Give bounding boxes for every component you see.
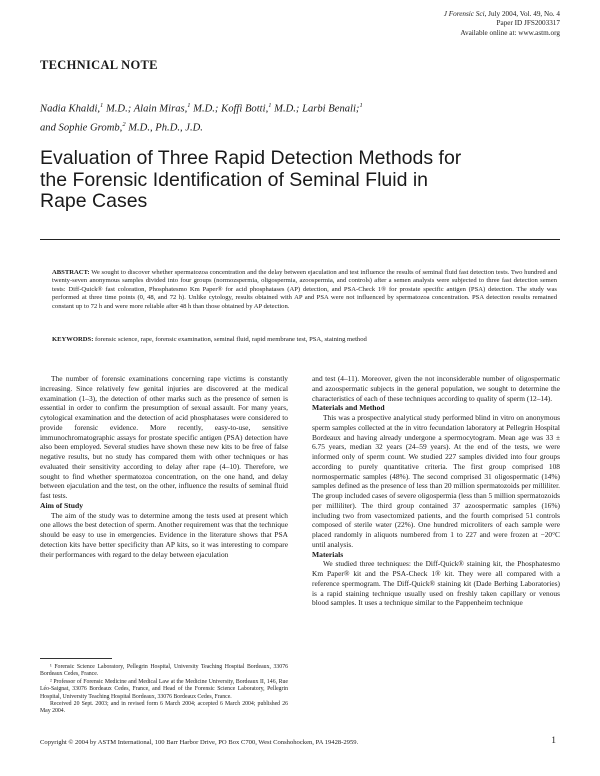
copyright: Copyright © 2004 by ASTM International, 100 Barr Harbor Drive, PO Box C700, West Conshohocken, PA 19428-2959. bbox=[40, 739, 359, 746]
intro-paragraph: The number of forensic examinations concerning rape victims is constantly increasing. Since relatively few genital injuries are discovered at the medical examination (1–3), the detection of other marks such as the presence of semen is essential in order to confirm the presumption of sexual assault. For many years, cytological examination and the detection of acid phosphatases were considered to provide forensic evidence. More recently, easy-to-use, sensitive immunochromatographic assays for prostate specific antigen (PSA) detection have also been employed. Several studies have shown these new kits to be free of false negative results, but no study has compared them with other techniques or has evaluated their sensitivity according to delay after rape (4–10). Therefore, we sought to find whether spermatozoa concentration, on the one hand, and delay between ejaculation and the test, on the other, influence the results of seminal fluid fast tests. bbox=[40, 374, 288, 500]
keywords bbox=[52, 336, 557, 344]
affiliation-mark: 2 bbox=[122, 120, 126, 128]
right-column bbox=[312, 374, 560, 608]
author-degree: M.D.; bbox=[271, 103, 303, 115]
author-list bbox=[40, 98, 560, 135]
author-degree: M.D.; bbox=[103, 103, 134, 115]
aim-heading: Aim of Study bbox=[40, 500, 84, 510]
author-degree: M.D.; bbox=[190, 103, 222, 115]
abstract bbox=[52, 269, 557, 311]
title-divider bbox=[40, 239, 560, 240]
title-line: Evaluation of Three Rapid Detection Methods for bbox=[40, 147, 462, 169]
continued-paragraph: and test (4–11). Moreover, given the not inconsiderable number of oligospermatic and azoospermatic subjects in the general population, we sought to determine the characteristics of each of these techniques according to quality of sperm (12–14). bbox=[312, 374, 560, 403]
author-name: Alain Miras, bbox=[133, 103, 188, 115]
journal-header bbox=[280, 10, 560, 38]
materials-heading: Materials bbox=[312, 549, 344, 559]
page-number: 1 bbox=[551, 736, 556, 746]
footnote: ² Professor of Forensic Medicine and Medical Law at the Medicine University, Bordeaux II, 146, Rue Léo-Saignat, 33076 Bordeaux Cedes, France, and Head of the Forensic Science Laboratory, Pellegrin Hospital, University Teaching Hospital Bordeaux, 33076 Bordeaux Cedes, France. bbox=[40, 678, 288, 700]
methods-paragraph: This was a prospective analytical study performed blind in vitro on anonymous sperm samples collected at the in vitro fecundation laboratory at Pellegrin Hospital Bordeaux and having already undergone a spermocytogram. Mean age was 33 ± 6.75 years, median 32 years (24–59 years). At the end of the tests, we were informed only of sperm count. We studied 227 samples divided into four groups according to purely quantitative criteria. The first group comprised 108 normospermatic samples (48%). The second comprised 31 oligospermatic (14%) samples defined as the presence of less than 20 million spermatozoids per milliliter. The group included cases of severe oligospermia (less than 5 million spermatozoids per milliliter). The third group contained 37 azoospermatic samples (16%) including two from vasectomized patients, and the fourth comprised 51 controls composed of sterile water (22%). One hundred microliters of each sample were placed randomly in aliquots numbered from 1 to 227 and were frozen at −20°C until analysis. bbox=[312, 413, 560, 549]
footnote-divider bbox=[40, 658, 112, 659]
available-online: Available online at: www.astm.org bbox=[460, 28, 560, 37]
affiliation-mark: 1 bbox=[100, 102, 104, 109]
journal-name: J Forensic Sci bbox=[443, 10, 485, 18]
title-line: Rape Cases bbox=[40, 190, 148, 212]
author-name: Koffi Botti, bbox=[221, 103, 269, 115]
journal-issue: , July 2004, Vol. 49, No. 4 bbox=[484, 10, 560, 18]
methods-heading: Materials and Method bbox=[312, 403, 385, 413]
author-name: Larbi Benali; bbox=[302, 103, 360, 115]
received-dates: Received 20 Sept. 2003; and in revised form 6 March 2004; accepted 6 March 2004; published 26 May 2004. bbox=[40, 701, 288, 715]
affiliation-mark: 1 bbox=[187, 102, 191, 109]
aim-paragraph: The aim of the study was to determine among the tests used at present which one allows the best detection of sperm. Another requirement was that the technique should be easy to use in emergencies. Evidence in the literature shows that PSA detection kits have better specificity than AP kits, so it was interesting to compare their performances with regard to the delay between ejaculation bbox=[40, 510, 288, 559]
title-line: the Forensic Identification of Seminal Fluid in bbox=[40, 168, 429, 191]
keywords-text: forensic science, rape, forensic examination, seminal fluid, rapid membrane test, PSA, staining method bbox=[93, 336, 367, 343]
section-label: TECHNICAL NOTE bbox=[40, 58, 158, 72]
affiliation-mark: 1 bbox=[268, 102, 272, 109]
materials-paragraph: We studied three techniques: the Diff-Quick® staining kit, the Phosphatesmo Km Paper® kit and the PSA-Check 1® kit. They were all compared with a reference spermogram. The Diff-Quick® staining kit (Dade Berhing Laboratories) is a rapid staining technique usually used on freshly taken capillary or venous blood samples. It uses a technique similar to the Pappenheim technique bbox=[312, 559, 560, 608]
footnote: ¹ Forensic Science Laboratory, Pellegrin Hospital, University Teaching Hospital Bordeaux, 33076 Bordeaux Cedes, France. bbox=[40, 664, 288, 678]
abstract-heading: ABSTRACT: bbox=[52, 269, 90, 276]
affiliation-mark: 1 bbox=[359, 102, 363, 109]
left-column bbox=[40, 374, 288, 559]
author-conjunction: and bbox=[40, 122, 59, 134]
keywords-heading: KEYWORDS: bbox=[52, 336, 94, 343]
paper-id: Paper ID JFS2003317 bbox=[496, 19, 560, 28]
paper-title bbox=[40, 148, 560, 213]
author-name: Sophie Gromb, bbox=[58, 122, 123, 134]
footnotes bbox=[40, 664, 288, 716]
author-degree: M.D., Ph.D., J.D. bbox=[125, 122, 203, 134]
author-name: Nadia Khaldi, bbox=[40, 103, 101, 115]
abstract-text: We sought to discover whether spermatozoa concentration and the delay between ejaculation and test influence the results of seminal fluid fast detection tests. Two hundred and twenty-seven anonymous samples divided into four groups (normozspermia, oligospermia, azoospermia, and controls) after a semen analysis were subjected to three fast detection semen tests: Diff-Quick® fast coloration, Phosphatesmo Km Paper® for acid phosphatases (AP) detection, and PSA-Check 1® for prostate specific antigen (PSA) detection. The study was performed at three time points (0, 48, and 72 h). Unlike cytology, results obtained with AP and PSA were not influenced by spermatozoa concentration. PSA detection results remained constant up to 72 h and were more reliable after 48 h than those obtained by AP detection. bbox=[52, 269, 557, 310]
